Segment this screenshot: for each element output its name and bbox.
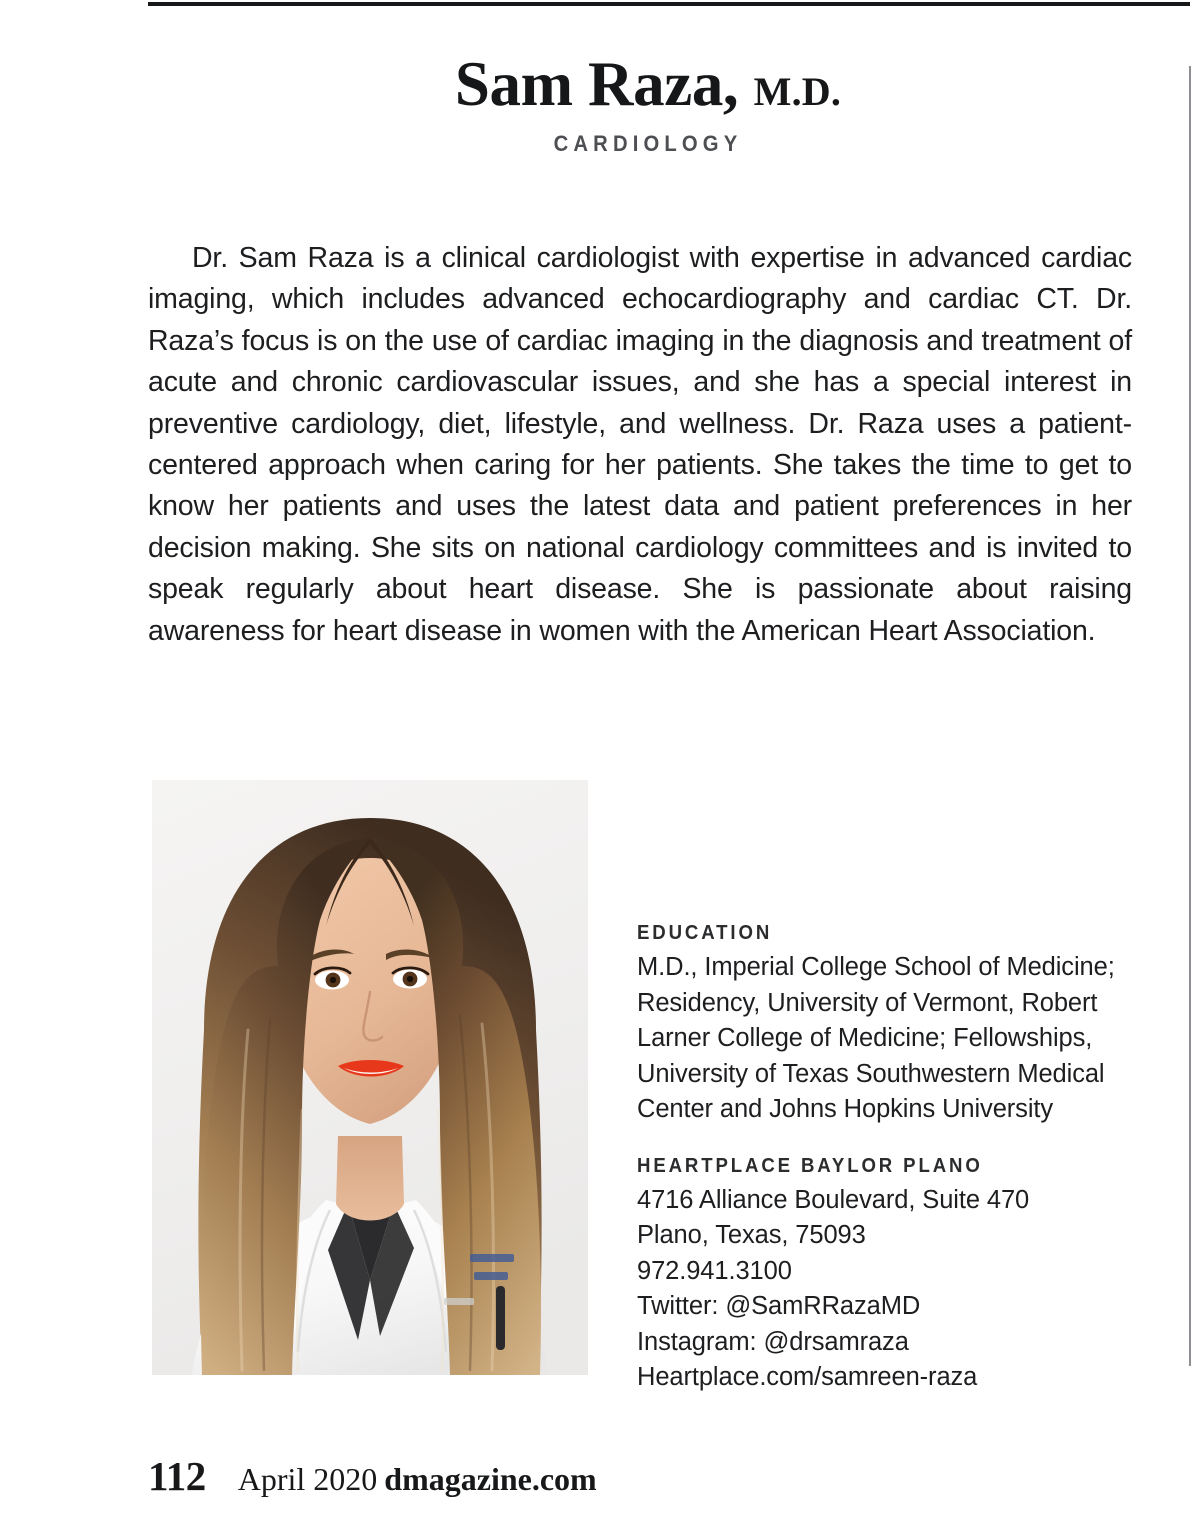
info-column	[637, 922, 1137, 1396]
website-link[interactable]: Heartplace.com/samreen-raza	[637, 1363, 978, 1391]
practice-address-line: 4716 Alliance Boulevard, Suite 470	[637, 1185, 1030, 1214]
practice-phone[interactable]: 972.941.3100	[637, 1256, 792, 1285]
biography-text: Dr. Sam Raza is a clinical cardiologist with expertise in advanced cardiac imaging, which includes advanced echocardiography and cardiac CT. Dr. Raza’s focus is on the use of cardiac imaging in the diagnosis and treatment of acute and chronic cardiovascular issues, and she has a special interest in preventive cardiology, diet, lifestyle, and wellness. Dr. Raza uses a patient-centered approach when caring for her patients. She takes the time to get to know her patients and uses the latest data and patient preferences in her decision making. She sits on national cardiology committees and is invited to speak regularly about heart disease. She is passionate about raising awareness for heart disease in women with the American Heart Association.	[148, 242, 1132, 647]
page-number: 112	[148, 1453, 206, 1499]
top-horizontal-rule	[148, 2, 1190, 6]
right-vertical-rule	[1189, 66, 1191, 1366]
specialty-label: CARDIOLOGY	[553, 130, 743, 156]
education-block	[637, 922, 1137, 1128]
education-line: Residency, University of Vermont, Robert	[637, 988, 1098, 1017]
issue-date: April 2020	[237, 1461, 378, 1497]
instagram-handle[interactable]: Instagram: @drsamraza	[637, 1327, 909, 1356]
education-line: Larner College of Medicine; Fellowships,	[637, 1024, 1093, 1052]
portrait-illustration	[152, 780, 588, 1375]
practice-block	[637, 1155, 1137, 1396]
doctor-degree: M.D.	[753, 69, 842, 114]
magazine-website: dmagazine.com	[384, 1461, 597, 1497]
education-body	[637, 950, 1137, 1128]
education-line: University of Texas Southwestern Medical	[637, 1059, 1105, 1088]
page-title	[148, 49, 1148, 119]
education-line: M.D., Imperial College School of Medicine;	[637, 953, 1115, 981]
education-heading: EDUCATION	[637, 922, 773, 944]
education-line: Center and Johns Hopkins University	[637, 1095, 1054, 1123]
twitter-handle[interactable]: Twitter: @SamRRazaMD	[637, 1292, 921, 1320]
page-footer	[148, 1452, 597, 1500]
pen-icon	[496, 1286, 505, 1350]
doctor-name: Sam Raza,	[454, 49, 739, 119]
article-header	[148, 49, 1148, 157]
practice-body	[637, 1183, 1137, 1396]
practice-city-line: Plano, Texas, 75093	[637, 1221, 866, 1249]
portrait-photo	[152, 780, 588, 1375]
practice-heading: HEARTPLACE BAYLOR PLANO	[637, 1154, 983, 1177]
